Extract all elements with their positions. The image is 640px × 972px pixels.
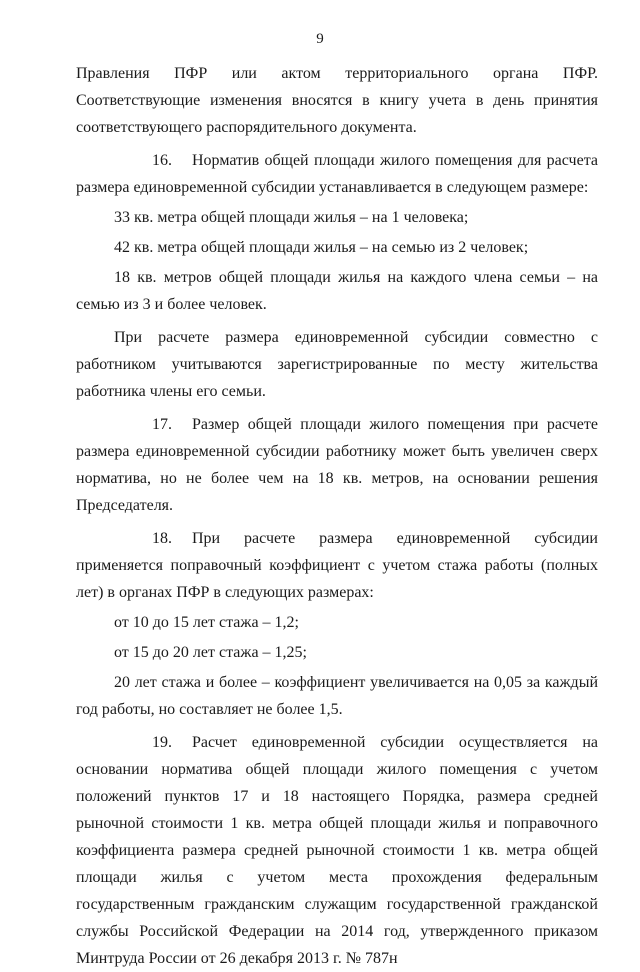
clause-17 bbox=[76, 411, 598, 519]
list-item: от 15 до 20 лет стажа – 1,25; bbox=[114, 644, 307, 661]
document-body bbox=[76, 60, 598, 972]
list-item: 18 кв. метров общей площади жилья на каждого члена семьи – на семью из 3 и более человек. bbox=[76, 269, 598, 313]
paragraph: При расчете размера единовременной субсидии совместно с работником учитываются зарегистрированные по месту жительства работника члены его семьи. bbox=[76, 329, 598, 400]
clause-number: 16. bbox=[152, 152, 172, 169]
list-item: 20 лет стажа и более – коэффициент увеличивается на 0,05 за каждый год работы, но составляет не более 1,5. bbox=[76, 674, 598, 718]
clause-text: Норматив общей площади жилого помещения для расчета размера единовременной субсидии устанавливается в следующем размере: bbox=[76, 152, 598, 196]
list-item: 33 кв. метра общей площади жилья – на 1 человека; bbox=[114, 209, 469, 226]
clause-number: 18. bbox=[152, 530, 172, 547]
clause-19 bbox=[76, 729, 598, 972]
clause-18 bbox=[76, 525, 598, 606]
clause-text: Расчет единовременной субсидии осуществляется на основании норматива общей площади жилого помещения с учетом положений пунктов 17 и 18 настоящего Порядка, размера средней рыночной стоимости 1 кв. метра общей площади жилья и поправочного коэффициента размера средней рыночной стоимости 1 кв. метра общей площади жилья с учетом места прохождения федеральным государственным гражданским служащим государственной гражданской службы Российской Федерации на 2014 год, утвержденного приказом Минтруда России от 26 декабря 2013 г. № 787н bbox=[76, 734, 598, 967]
paragraph-continuation: Правления ПФР или актом территориального органа ПФР. Соответствующие изменения вносятся в книгу учета в день принятия соответствующего распорядительного документа. bbox=[76, 65, 598, 136]
clause-text: Размер общей площади жилого помещения при расчете размера единовременной субсидии работнику может быть увеличен сверх норматива, но не более чем на 18 кв. метров, на основании решения Председателя. bbox=[76, 416, 598, 514]
clause-number: 17. bbox=[152, 416, 172, 433]
clause-16 bbox=[76, 147, 598, 201]
page-number: 9 bbox=[316, 31, 324, 47]
list-item: от 10 до 15 лет стажа – 1,2; bbox=[114, 614, 299, 631]
clause-number: 19. bbox=[152, 734, 172, 751]
list-item: 42 кв. метра общей площади жилья – на семью из 2 человек; bbox=[114, 239, 529, 256]
clause-text: При расчете размера единовременной субсидии применяется поправочный коэффициент с учетом стажа работы (полных лет) в органах ПФР в следующих размерах: bbox=[76, 530, 598, 601]
